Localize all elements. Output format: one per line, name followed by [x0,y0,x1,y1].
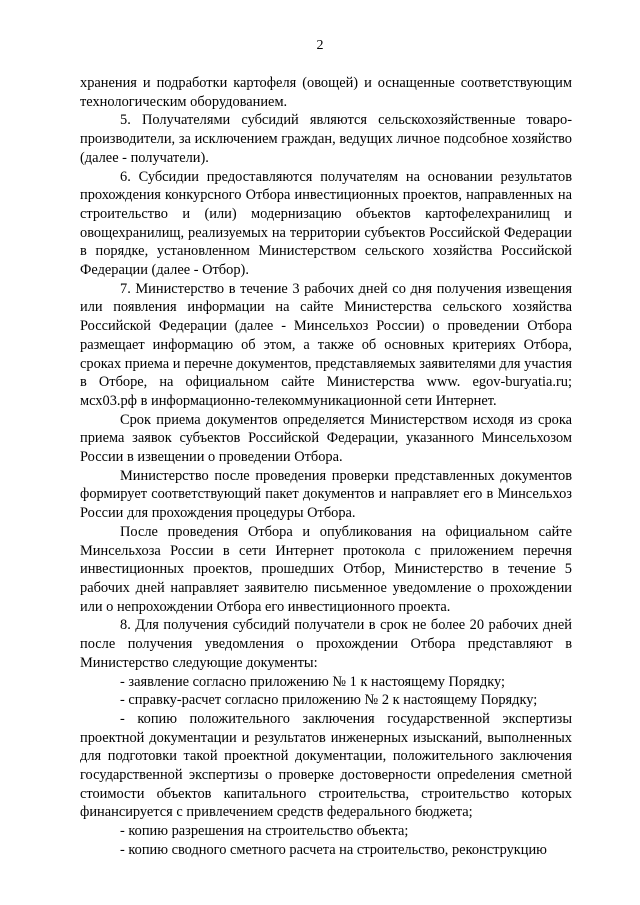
page-number: 2 [316,38,324,53]
paragraph-ministry-verification: Министерство после проведения проверки представленных документов формирует соответствующий пакет документов и направляет его в Минсельхоз России для прохождения процедуры Отбора. [80,467,572,522]
document-body [80,74,572,860]
list-item-application: - заявление согласно приложению № 1 к настоящему Порядку; [120,673,506,690]
paragraph-item-7-ministry-notice: 7. Министерство в течение 3 рабочих дней со дня получения извещения или появления информации на сайте Министерства сельского хозяйства Российской Федерации (далее - Минсельхоз России) о проведении Отбора размещает информацию об этом, а также об основных критериях Отбора, сроках приема и перечне документов, представляемых заявителями для участия в Отборе, на официальном сайте Министерства www. egov-buryatia.ru; мсх03.рф в информационно-телекоммуникационной сети Интернет. [80,280,572,409]
paragraph-item-6-subsidies-basis: 6. Субсидии предоставляются получателям на основании результатов прохождения конкурсного Отбора инвестиционных проектов, направленных на строительство и (или) модернизацию объектов картофелехранилищ и овощехранилищ, реализуемых на территории субъектов Российской Федерации в порядке, установленном Министерством сельского хозяйства Российской Федерации (далее - Отбор). [80,168,572,279]
paragraph-storage-continuation: хранения и подработки картофеля (овощей) и оснащенные соответствующим технологическим оборудованием. [80,75,572,110]
paragraph-after-selection: После проведения Отбора и опубликования на официальном сайте Минсельхоза России в сети Интернет протокола с приложением перечня инвестиционных проектов, прошедших Отбор, Министерство в течение 5 рабочих дней направляет заявителю письменное уведомление о прохождении или о непрохождении Отбора его инвестиционного проекта. [80,523,572,615]
list-item-calculation-certificate: - справку-расчет согласно приложению № 2 к настоящему Порядку; [120,692,538,709]
paragraph-document-deadline: Срок приема документов определяется Министерством исходя из срока приема заявок субъектов Российской Федерации, указанного Минсельхозом России в извещении о проведении Отбора. [80,411,572,466]
paragraph-item-5-recipients: 5. Получателями субсидий являются сельскохозяйственные товаропроизводители, за исключением граждан, ведущих личное подсобное хозяйство (далее - получатели). [80,112,572,166]
list-item-construction-permit: - копию разрешения на строительство объекта; [120,823,409,840]
list-item-expertise-conclusion: - копию положительного заключения государственной экспертизы проектной документации и результатов инженерных изысканий, выполненных для подготовки такой проектной документации, положительного заключения государственной экспертизы о проверке достоверности опреdеления сметной стоимости объектов капитального строительства, строительство которых финансируется с привлечением средств федерального бюджета; [80,710,572,821]
paragraph-item-8-required-documents: 8. Для получения субсидий получатели в срок не более 20 рабочих дней после получения уведомления о прохождении Отбора представляют в Министерство следующие документы: [80,617,572,671]
list-item-estimate-calculation: - копию сводного сметного расчета на строительство, реконструкцию [120,841,547,858]
